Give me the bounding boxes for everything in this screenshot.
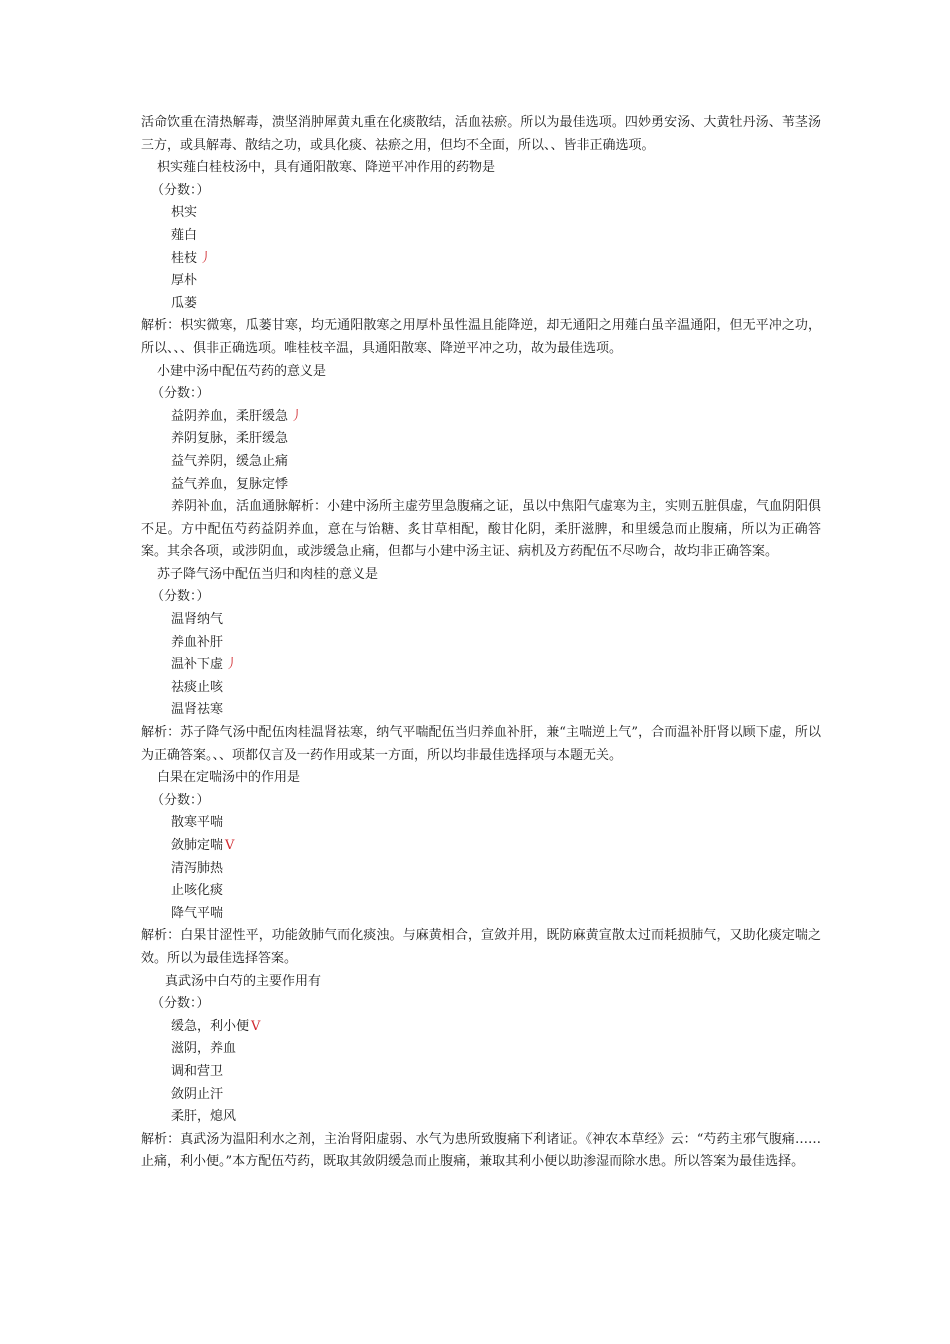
option-c xyxy=(141,248,821,271)
option-e: 温肾祛寒 xyxy=(171,702,224,718)
option-d: 祛痰止咳 xyxy=(171,679,224,695)
document-page xyxy=(141,112,821,1174)
option-a xyxy=(141,406,821,429)
analysis-text: 解析：真武汤为温阳利水之剂，主治肾阳虚弱、水气为患所致腹痛下利诸证。《神农本草经》云：“芍药主邪气腹痛……止痛，利小便。”本方配伍芍药，既取其敛阴缓急而止腹痛，兼取其利小便以助渗湿而除水患。所以答案为最佳选择。 xyxy=(141,1131,821,1170)
option-a xyxy=(141,1016,821,1039)
correct-mark-icon: 丿 xyxy=(225,657,239,673)
analysis-text: 解析：枳实微寒，瓜蒌甘寒，均无通阳散寒之用厚朴虽性温且能降逆，却无通阳之用薤白虽辛温通阳，但无平冲之功，所以、、、俱非正确选项。唯桂枝辛温，具通阳散寒、降逆平冲之功，故为最佳选项。 xyxy=(141,318,821,356)
question-stem: 小建中汤中配伍芍药的意义是 xyxy=(157,363,327,379)
question-score: （分数：） xyxy=(151,996,210,1012)
option-b: 滋阴，养血 xyxy=(171,1041,237,1057)
option-e: 降气平喘 xyxy=(171,905,224,921)
option-text: 桂枝 xyxy=(171,250,198,266)
analysis-text: 解析：苏子降气汤中配伍肉桂温肾祛寒，纳气平喘配伍当归养血补肝，兼“主喘逆上气”，合而温补肝肾以顾下虚，所以为正确答案。、、项都仅言及一药作用或某一方面，所以均非最佳选择项与本题无关。 xyxy=(141,725,821,763)
option-c xyxy=(141,654,821,677)
correct-mark-icon: V xyxy=(251,1018,261,1034)
option-d: 益气养血，复脉定悸 xyxy=(171,476,289,492)
option-e-with-analysis xyxy=(141,496,821,564)
question-score: （分数：） xyxy=(151,792,210,808)
option-a: 枳实 xyxy=(171,205,198,221)
correct-mark-icon: 丿 xyxy=(290,408,304,424)
option-a: 温肾纳气 xyxy=(171,612,224,628)
question-block-1 xyxy=(141,157,821,360)
option-b: 养血补肝 xyxy=(171,634,224,650)
question-block-3 xyxy=(141,564,821,767)
option-text: 缓急，利小便 xyxy=(171,1018,250,1034)
correct-mark-icon: 丿 xyxy=(199,250,213,266)
option-c: 清泻肺热 xyxy=(171,860,224,876)
question-stem: 苏子降气汤中配伍当归和肉桂的意义是 xyxy=(157,566,379,582)
option-b xyxy=(141,835,821,858)
analysis-text: 解析：白果甘涩性平，功能敛肺气而化痰浊。与麻黄相合，宣敛并用，既防麻黄宣散太过而耗损肺气，又助化痰定喘之效。所以为最佳选择答案。 xyxy=(141,928,821,966)
question-score: （分数：） xyxy=(151,589,210,605)
question-block-4 xyxy=(141,767,821,970)
question-score: （分数：） xyxy=(151,182,210,198)
option-d: 敛阴止汗 xyxy=(171,1086,224,1102)
correct-mark-icon: V xyxy=(225,838,235,853)
option-text: 敛肺定喘 xyxy=(171,838,224,853)
option-e: 瓜蒌 xyxy=(171,295,198,311)
question-block-2 xyxy=(141,361,821,564)
option-b: 薤白 xyxy=(171,227,198,243)
intro-paragraph: 活命饮重在清热解毒，溃坚消肿犀黄丸重在化痰散结，活血祛瘀。所以为最佳选项。四妙勇安汤、大黄牡丹汤、苇茎汤三方，或具解毒、散结之功，或具化痰、祛瘀之用，但均不全面，所以、、皆非正确选项。 xyxy=(141,115,821,153)
question-stem: 白果在定喘汤中的作用是 xyxy=(157,770,301,786)
option-c: 益气养阴，缓急止痛 xyxy=(171,453,289,469)
option-d: 厚朴 xyxy=(171,273,198,289)
option-text: 温补下虚 xyxy=(171,657,224,673)
option-a: 散寒平喘 xyxy=(171,815,224,831)
question-score: （分数：） xyxy=(151,386,210,402)
question-stem: 枳实薤白桂枝汤中，具有通阳散寒、降逆平冲作用的药物是 xyxy=(157,160,496,176)
question-stem: 真武汤中白芍的主要作用有 xyxy=(165,973,322,989)
option-text: 益阴养血，柔肝缓急 xyxy=(171,408,289,424)
question-block-5 xyxy=(141,971,821,1174)
analysis-text: 养阴补血，活血通脉解析：小建中汤所主虚劳里急腹痛之证，虽以中焦阳气虚寒为主，实则五脏俱虚，气血阴阳俱不足。方中配伍芍药益阴养血，意在与饴糖、炙甘草相配，酸甘化阴，柔肝滋脾，和里缓急而止腹痛，所以为正确答案。其余各项，或涉阴血，或涉缓急止痛，但都与小建中汤主证、病机及方药配伍不尽吻合，故均非正确答案。 xyxy=(141,499,822,560)
option-c: 调和营卫 xyxy=(171,1063,224,1079)
option-e: 柔肝，熄风 xyxy=(171,1109,237,1125)
option-b: 养阴复脉，柔肝缓急 xyxy=(171,431,289,447)
option-d: 止咳化痰 xyxy=(171,883,224,899)
